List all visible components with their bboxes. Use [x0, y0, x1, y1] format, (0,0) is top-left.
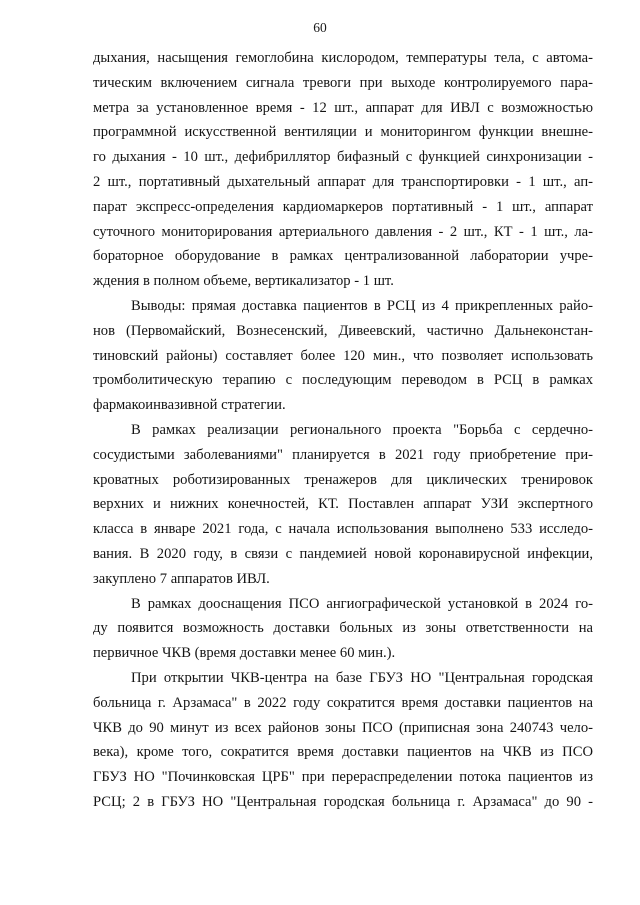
text-line: При открытии ЧКВ-центра на базе ГБУЗ НО "Центральная городская — [131, 669, 593, 686]
text-line: ЧКВ до 90 минут из всех районов зоны ПСО (приписная зона 240743 чело- — [93, 719, 593, 736]
text-line: кроватных роботизированных тренажеров для циклических тренировок — [93, 471, 593, 488]
page-number: 60 — [313, 20, 327, 35]
text-line: тромболитическую терапию с последующим переводом в РСЦ в рамках — [93, 372, 593, 389]
text-line: В рамках реализации регионального проекта "Борьба с сердечно- — [131, 421, 593, 438]
text-line: тическим включением сигнала тревоги при выходе контролируемого пара- — [93, 74, 593, 91]
text-line: класса в январе 2021 года, с начала использования выполнено 533 исследо- — [93, 521, 593, 538]
text-line: Выводы: прямая доставка пациентов в РСЦ из 4 прикрепленных райо- — [131, 297, 593, 314]
text-line: программной искусственной вентиляции и мониторингом функции внешне- — [93, 124, 593, 141]
text-line: суточного мониторирования артериального давления - 2 шт., КТ - 1 шт., ла- — [93, 223, 593, 240]
text-line: ду появится возможность доставки больных из зоны ответственности на — [93, 620, 593, 637]
text-line: века), кроме того, сократится время доставки пациентов на ЧКВ из ПСО — [93, 744, 593, 761]
text-line: метра за установленное время - 12 шт., аппарат для ИВЛ с возможностью — [93, 99, 593, 116]
body-text — [93, 46, 593, 815]
text-line: парат экспресс-определения кардиомаркеров портативный - 1 шт., аппарат — [93, 198, 593, 215]
text-line: закуплено 7 аппаратов ИВЛ. — [93, 570, 270, 587]
text-line: РСЦ; 2 в ГБУЗ НО "Центральная городская больница г. Арзамаса" до 90 - — [93, 793, 593, 810]
text-line: бораторное оборудование в рамках централизованной лаборатории учре- — [93, 248, 593, 265]
text-line: больница г. Арзамаса" в 2022 году сократится время доставки пациентов на — [93, 694, 593, 711]
text-line: 2 шт., портативный дыхательный аппарат для транспортировки - 1 шт., ап- — [93, 173, 593, 190]
text-line: фармакоинвазивной стратегии. — [93, 397, 286, 414]
text-line: дыхания, насыщения гемоглобина кислородом, температуры тела, с автома- — [93, 50, 593, 66]
text-line: В рамках дооснащения ПСО ангиографической установкой в 2024 го- — [131, 595, 593, 612]
text-line: сосудистыми заболеваниями" планируется в 2021 году приобретение при- — [93, 446, 593, 463]
text-line: ждения в полном объеме, вертикализатор - 1 шт. — [93, 273, 394, 290]
text-line: верхних и нижних конечностей, КТ. Поставлен аппарат УЗИ экспертного — [93, 496, 593, 513]
text-line: первичное ЧКВ (время доставки менее 60 мин.). — [93, 645, 396, 662]
text-line: го дыхания - 10 шт., дефибриллятор бифазный с функцией синхронизации - — [93, 149, 593, 166]
text-line: нов (Первомайский, Вознесенский, Дивеевский, частично Дальнеконстан- — [93, 322, 593, 339]
text-line: ГБУЗ НО "Починковская ЦРБ" при перераспределении потока пациентов из — [93, 769, 593, 786]
text-line: тиновский районы) составляет более 120 мин., что позволяет использовать — [93, 347, 593, 364]
text-line: вания. В 2020 году, в связи с пандемией новой коронавирусной инфекции, — [93, 545, 593, 562]
